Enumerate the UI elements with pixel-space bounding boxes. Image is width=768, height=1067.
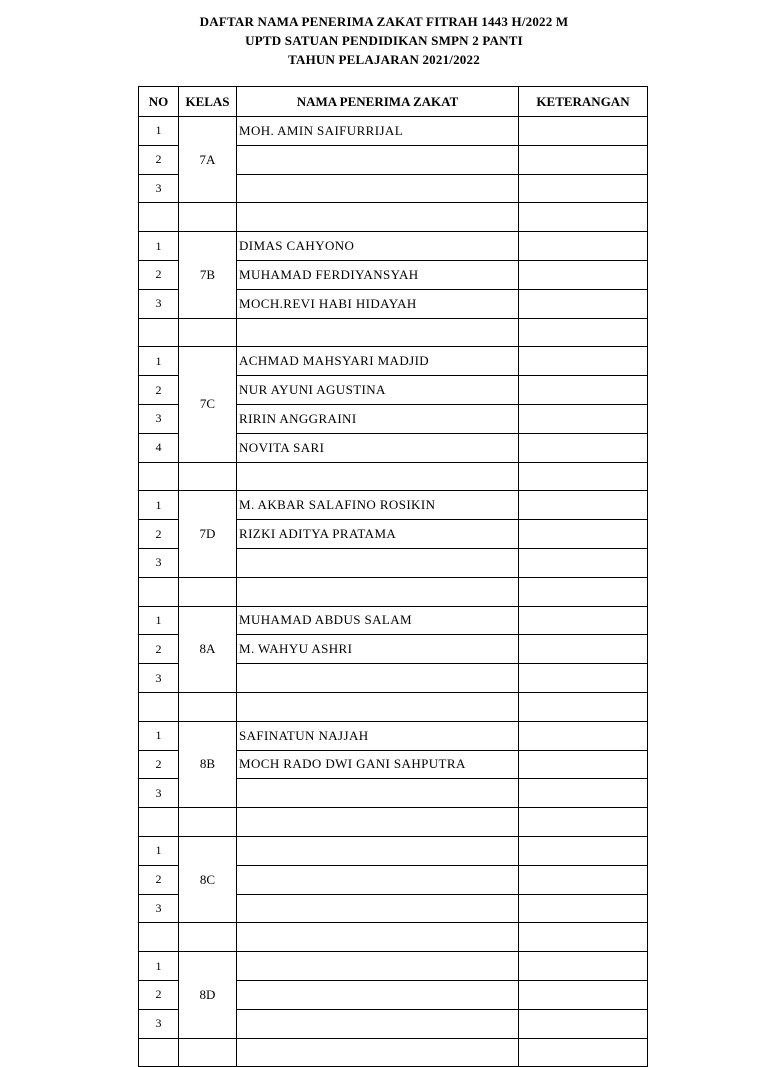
recipient-name-cell: DIMAS CAHYONO	[237, 232, 519, 261]
row-number-cell: 2	[139, 750, 179, 779]
remarks-cell	[519, 347, 648, 376]
separator-row	[139, 808, 648, 837]
separator-row	[139, 923, 648, 952]
remarks-cell	[519, 376, 648, 405]
row-number-cell: 3	[139, 779, 179, 808]
class-cell: 8D	[179, 952, 237, 1038]
class-cell: 7D	[179, 491, 237, 577]
remarks-cell	[519, 174, 648, 203]
separator-row	[139, 318, 648, 347]
table-row	[139, 606, 648, 635]
recipient-name-cell: NOVITA SARI	[237, 433, 519, 462]
column-header-kelas: KELAS	[179, 87, 237, 117]
empty-cell	[179, 1038, 237, 1067]
empty-cell	[179, 923, 237, 952]
empty-cell	[139, 462, 179, 491]
remarks-cell	[519, 433, 648, 462]
recipient-name-cell: SAFINATUN NAJJAH	[237, 721, 519, 750]
recipient-name-cell: ACHMAD MAHSYARI MADJID	[237, 347, 519, 376]
remarks-cell	[519, 145, 648, 174]
remarks-cell	[519, 520, 648, 549]
table-row	[139, 952, 648, 981]
document-header	[0, 12, 768, 69]
empty-cell	[139, 203, 179, 232]
empty-cell	[237, 318, 519, 347]
row-number-cell: 1	[139, 836, 179, 865]
empty-cell	[237, 203, 519, 232]
row-number-cell: 1	[139, 606, 179, 635]
separator-row	[139, 462, 648, 491]
recipient-name-cell	[237, 952, 519, 981]
remarks-cell	[519, 721, 648, 750]
table-row	[139, 232, 648, 261]
empty-cell	[519, 923, 648, 952]
class-cell: 8A	[179, 606, 237, 692]
row-number-cell: 3	[139, 894, 179, 923]
recipient-name-cell	[237, 664, 519, 693]
empty-cell	[237, 1038, 519, 1067]
empty-cell	[519, 462, 648, 491]
table-row	[139, 721, 648, 750]
class-cell: 7A	[179, 117, 237, 203]
empty-cell	[519, 203, 648, 232]
column-header-no: NO	[139, 87, 179, 117]
remarks-cell	[519, 836, 648, 865]
recipient-table	[138, 86, 648, 1067]
row-number-cell: 1	[139, 117, 179, 146]
recipient-name-cell: M. WAHYU ASHRI	[237, 635, 519, 664]
column-header-keterangan: KETERANGAN	[519, 87, 648, 117]
class-cell: 7B	[179, 232, 237, 318]
empty-cell	[237, 462, 519, 491]
row-number-cell: 3	[139, 664, 179, 693]
remarks-cell	[519, 664, 648, 693]
recipient-name-cell: NUR AYUNI AGUSTINA	[237, 376, 519, 405]
row-number-cell: 1	[139, 952, 179, 981]
table-row	[139, 347, 648, 376]
row-number-cell: 2	[139, 635, 179, 664]
recipient-name-cell: MOCH RADO DWI GANI SAHPUTRA	[237, 750, 519, 779]
empty-cell	[139, 923, 179, 952]
recipient-name-cell	[237, 980, 519, 1009]
separator-row	[139, 203, 648, 232]
document-title: DAFTAR NAMA PENERIMA ZAKAT FITRAH 1443 H/2022 M	[199, 14, 569, 29]
remarks-cell	[519, 980, 648, 1009]
remarks-cell	[519, 894, 648, 923]
empty-cell	[519, 577, 648, 606]
empty-cell	[139, 808, 179, 837]
separator-row	[139, 1038, 648, 1067]
row-number-cell: 1	[139, 721, 179, 750]
recipient-name-cell: MUHAMAD FERDIYANSYAH	[237, 260, 519, 289]
empty-cell	[519, 318, 648, 347]
empty-cell	[139, 692, 179, 721]
table-row	[139, 836, 648, 865]
recipient-name-cell	[237, 174, 519, 203]
table-row	[139, 491, 648, 520]
row-number-cell: 3	[139, 289, 179, 318]
row-number-cell: 3	[139, 404, 179, 433]
remarks-cell	[519, 404, 648, 433]
class-cell: 8B	[179, 721, 237, 807]
remarks-cell	[519, 750, 648, 779]
empty-cell	[179, 318, 237, 347]
recipient-name-cell	[237, 865, 519, 894]
row-number-cell: 2	[139, 980, 179, 1009]
row-number-cell: 2	[139, 145, 179, 174]
table-body	[139, 117, 648, 1067]
empty-cell	[237, 692, 519, 721]
recipient-name-cell	[237, 548, 519, 577]
remarks-cell	[519, 865, 648, 894]
remarks-cell	[519, 491, 648, 520]
recipient-name-cell	[237, 894, 519, 923]
column-header-nama: NAMA PENERIMA ZAKAT	[237, 87, 519, 117]
row-number-cell: 2	[139, 865, 179, 894]
empty-cell	[139, 577, 179, 606]
academic-year: TAHUN PELAJARAN 2021/2022	[288, 52, 480, 67]
recipient-name-cell: MUHAMAD ABDUS SALAM	[237, 606, 519, 635]
empty-cell	[179, 692, 237, 721]
class-cell: 7C	[179, 347, 237, 462]
row-number-cell: 2	[139, 376, 179, 405]
row-number-cell: 1	[139, 232, 179, 261]
recipient-name-cell: MOCH.REVI HABI HIDAYAH	[237, 289, 519, 318]
empty-cell	[179, 577, 237, 606]
recipient-name-cell: M. AKBAR SALAFINO ROSIKIN	[237, 491, 519, 520]
empty-cell	[179, 203, 237, 232]
row-number-cell: 3	[139, 174, 179, 203]
empty-cell	[519, 808, 648, 837]
remarks-cell	[519, 548, 648, 577]
empty-cell	[179, 462, 237, 491]
remarks-cell	[519, 232, 648, 261]
empty-cell	[139, 318, 179, 347]
recipient-name-cell	[237, 145, 519, 174]
empty-cell	[519, 692, 648, 721]
empty-cell	[179, 808, 237, 837]
row-number-cell: 3	[139, 1009, 179, 1038]
row-number-cell: 3	[139, 548, 179, 577]
recipient-name-cell: RIRIN ANGGRAINI	[237, 404, 519, 433]
remarks-cell	[519, 289, 648, 318]
table-header-row	[139, 87, 648, 117]
class-cell: 8C	[179, 836, 237, 922]
empty-cell	[237, 808, 519, 837]
remarks-cell	[519, 260, 648, 289]
remarks-cell	[519, 952, 648, 981]
remarks-cell	[519, 635, 648, 664]
separator-row	[139, 577, 648, 606]
school-name: UPTD SATUAN PENDIDIKAN SMPN 2 PANTI	[245, 33, 523, 48]
recipient-name-cell	[237, 779, 519, 808]
empty-cell	[519, 1038, 648, 1067]
row-number-cell: 4	[139, 433, 179, 462]
row-number-cell: 2	[139, 520, 179, 549]
remarks-cell	[519, 606, 648, 635]
remarks-cell	[519, 779, 648, 808]
empty-cell	[237, 923, 519, 952]
remarks-cell	[519, 117, 648, 146]
row-number-cell: 1	[139, 347, 179, 376]
recipient-name-cell: RIZKI ADITYA PRATAMA	[237, 520, 519, 549]
empty-cell	[139, 1038, 179, 1067]
row-number-cell: 2	[139, 260, 179, 289]
row-number-cell: 1	[139, 491, 179, 520]
recipient-name-cell	[237, 836, 519, 865]
separator-row	[139, 692, 648, 721]
recipient-name-cell: MOH. AMIN SAIFURRIJAL	[237, 117, 519, 146]
empty-cell	[237, 577, 519, 606]
table-row	[139, 117, 648, 146]
